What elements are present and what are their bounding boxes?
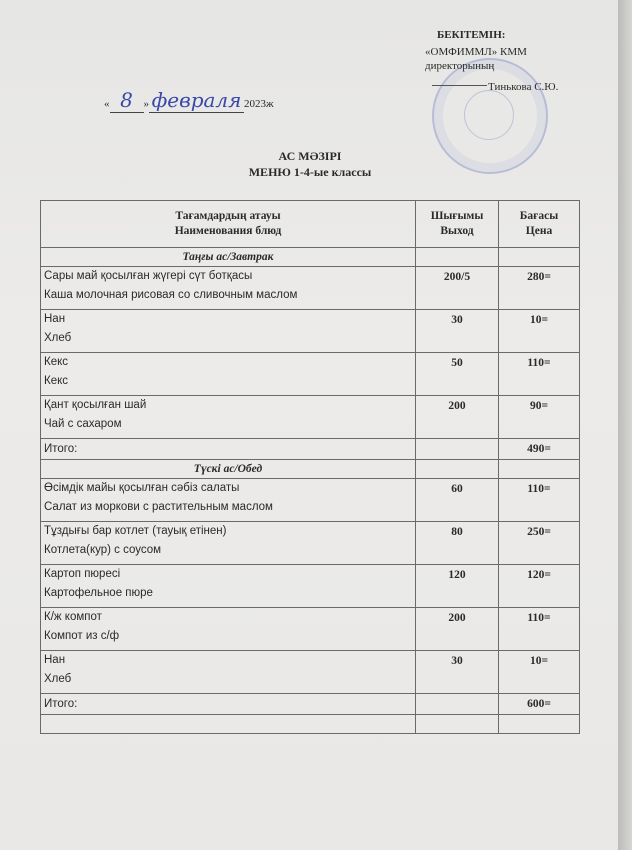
section-row-lunch <box>41 460 580 479</box>
column-header-price: Бағасы Цена <box>499 201 580 248</box>
dish-name-kz: Тұздығы бар котлет (тауық етінен) <box>44 525 227 537</box>
menu-title-ru: МЕНЮ 1-4-ые классы <box>248 165 372 179</box>
dish-name-kz: К/ж компот <box>44 611 102 623</box>
dish-portion: 200 <box>416 608 499 651</box>
table-row <box>41 479 580 522</box>
date-year: 2023ж <box>244 98 274 110</box>
section-row-breakfast <box>41 248 580 267</box>
total-value: 490= <box>499 439 580 460</box>
dish-portion: 30 <box>416 651 499 694</box>
dish-price: 90= <box>499 396 580 439</box>
dish-portion: 30 <box>416 310 499 353</box>
date-day: 8 <box>120 88 133 112</box>
approval-block <box>425 28 625 93</box>
empty-row <box>41 715 580 734</box>
approval-title: БЕКІТЕМІН: <box>437 29 506 41</box>
dish-name-ru: Хлеб <box>44 673 72 685</box>
date-open-quote: « <box>104 98 110 110</box>
section-title: Таңғы ас/Завтрак <box>41 248 416 267</box>
total-row-breakfast <box>41 439 580 460</box>
background-edge <box>618 0 632 850</box>
dish-name-kz: Қант қосылған шай <box>44 399 147 411</box>
dish-price: 280= <box>499 267 580 310</box>
menu-date <box>104 88 274 113</box>
dish-name-ru: Компот из с/ф <box>44 630 120 642</box>
dish-name-kz: Кекс <box>44 356 69 368</box>
date-close-quote: » <box>143 98 149 110</box>
dish-name-ru: Салат из моркови с растительным маслом <box>44 501 273 513</box>
table-row <box>41 396 580 439</box>
menu-heading <box>190 148 430 180</box>
dish-portion: 120 <box>416 565 499 608</box>
total-value: 600= <box>499 694 580 715</box>
dish-name-ru: Кекс <box>44 375 69 387</box>
dish-name-kz: Өсімдік майы қосылған сәбіз салаты <box>44 482 240 494</box>
table-row <box>41 565 580 608</box>
column-header-dish: Тағамдардың атауы Наименования блюд <box>41 201 416 248</box>
menu-title-kz: АС МӘЗІРІ <box>278 149 342 163</box>
dish-name-kz: Нан <box>44 654 66 666</box>
dish-name-ru: Картофельное пюре <box>44 587 153 599</box>
menu-table <box>40 200 580 734</box>
signature-line <box>432 85 487 86</box>
table-row <box>41 522 580 565</box>
column-header-portion: Шығымы Выход <box>416 201 499 248</box>
dish-portion: 200/5 <box>416 267 499 310</box>
total-label: Итого: <box>41 439 416 460</box>
total-label: Итого: <box>41 694 416 715</box>
approval-signatory: Тинькова С.Ю. <box>488 81 559 93</box>
total-row-lunch <box>41 694 580 715</box>
dish-price: 120= <box>499 565 580 608</box>
table-row <box>41 651 580 694</box>
dish-name-ru: Каша молочная рисовая со сливочным маслом <box>44 289 298 301</box>
dish-name-kz: Картоп пюресі <box>44 568 121 580</box>
dish-portion: 50 <box>416 353 499 396</box>
dish-price: 10= <box>499 310 580 353</box>
date-month: февраля <box>151 88 242 112</box>
dish-price: 250= <box>499 522 580 565</box>
dish-price: 110= <box>499 479 580 522</box>
approval-organization: «ОМФИММЛ» КММ <box>425 46 527 58</box>
dish-price: 110= <box>499 608 580 651</box>
dish-portion: 80 <box>416 522 499 565</box>
section-title: Түскі ас/Обед <box>41 460 416 479</box>
table-row <box>41 353 580 396</box>
dish-name-ru: Котлета(кур) с соусом <box>44 544 162 556</box>
table-row <box>41 310 580 353</box>
approval-position: директорының <box>425 60 495 72</box>
table-row <box>41 608 580 651</box>
dish-price: 10= <box>499 651 580 694</box>
dish-name-ru: Хлеб <box>44 332 72 344</box>
dish-name-kz: Нан <box>44 313 66 325</box>
dish-portion: 200 <box>416 396 499 439</box>
dish-portion: 60 <box>416 479 499 522</box>
dish-name-ru: Чай с сахаром <box>44 418 122 430</box>
dish-name-kz: Сары май қосылған жүгері сүт ботқасы <box>44 270 253 282</box>
table-row <box>41 267 580 310</box>
official-stamp <box>432 58 548 174</box>
dish-price: 110= <box>499 353 580 396</box>
table-header <box>41 201 580 248</box>
